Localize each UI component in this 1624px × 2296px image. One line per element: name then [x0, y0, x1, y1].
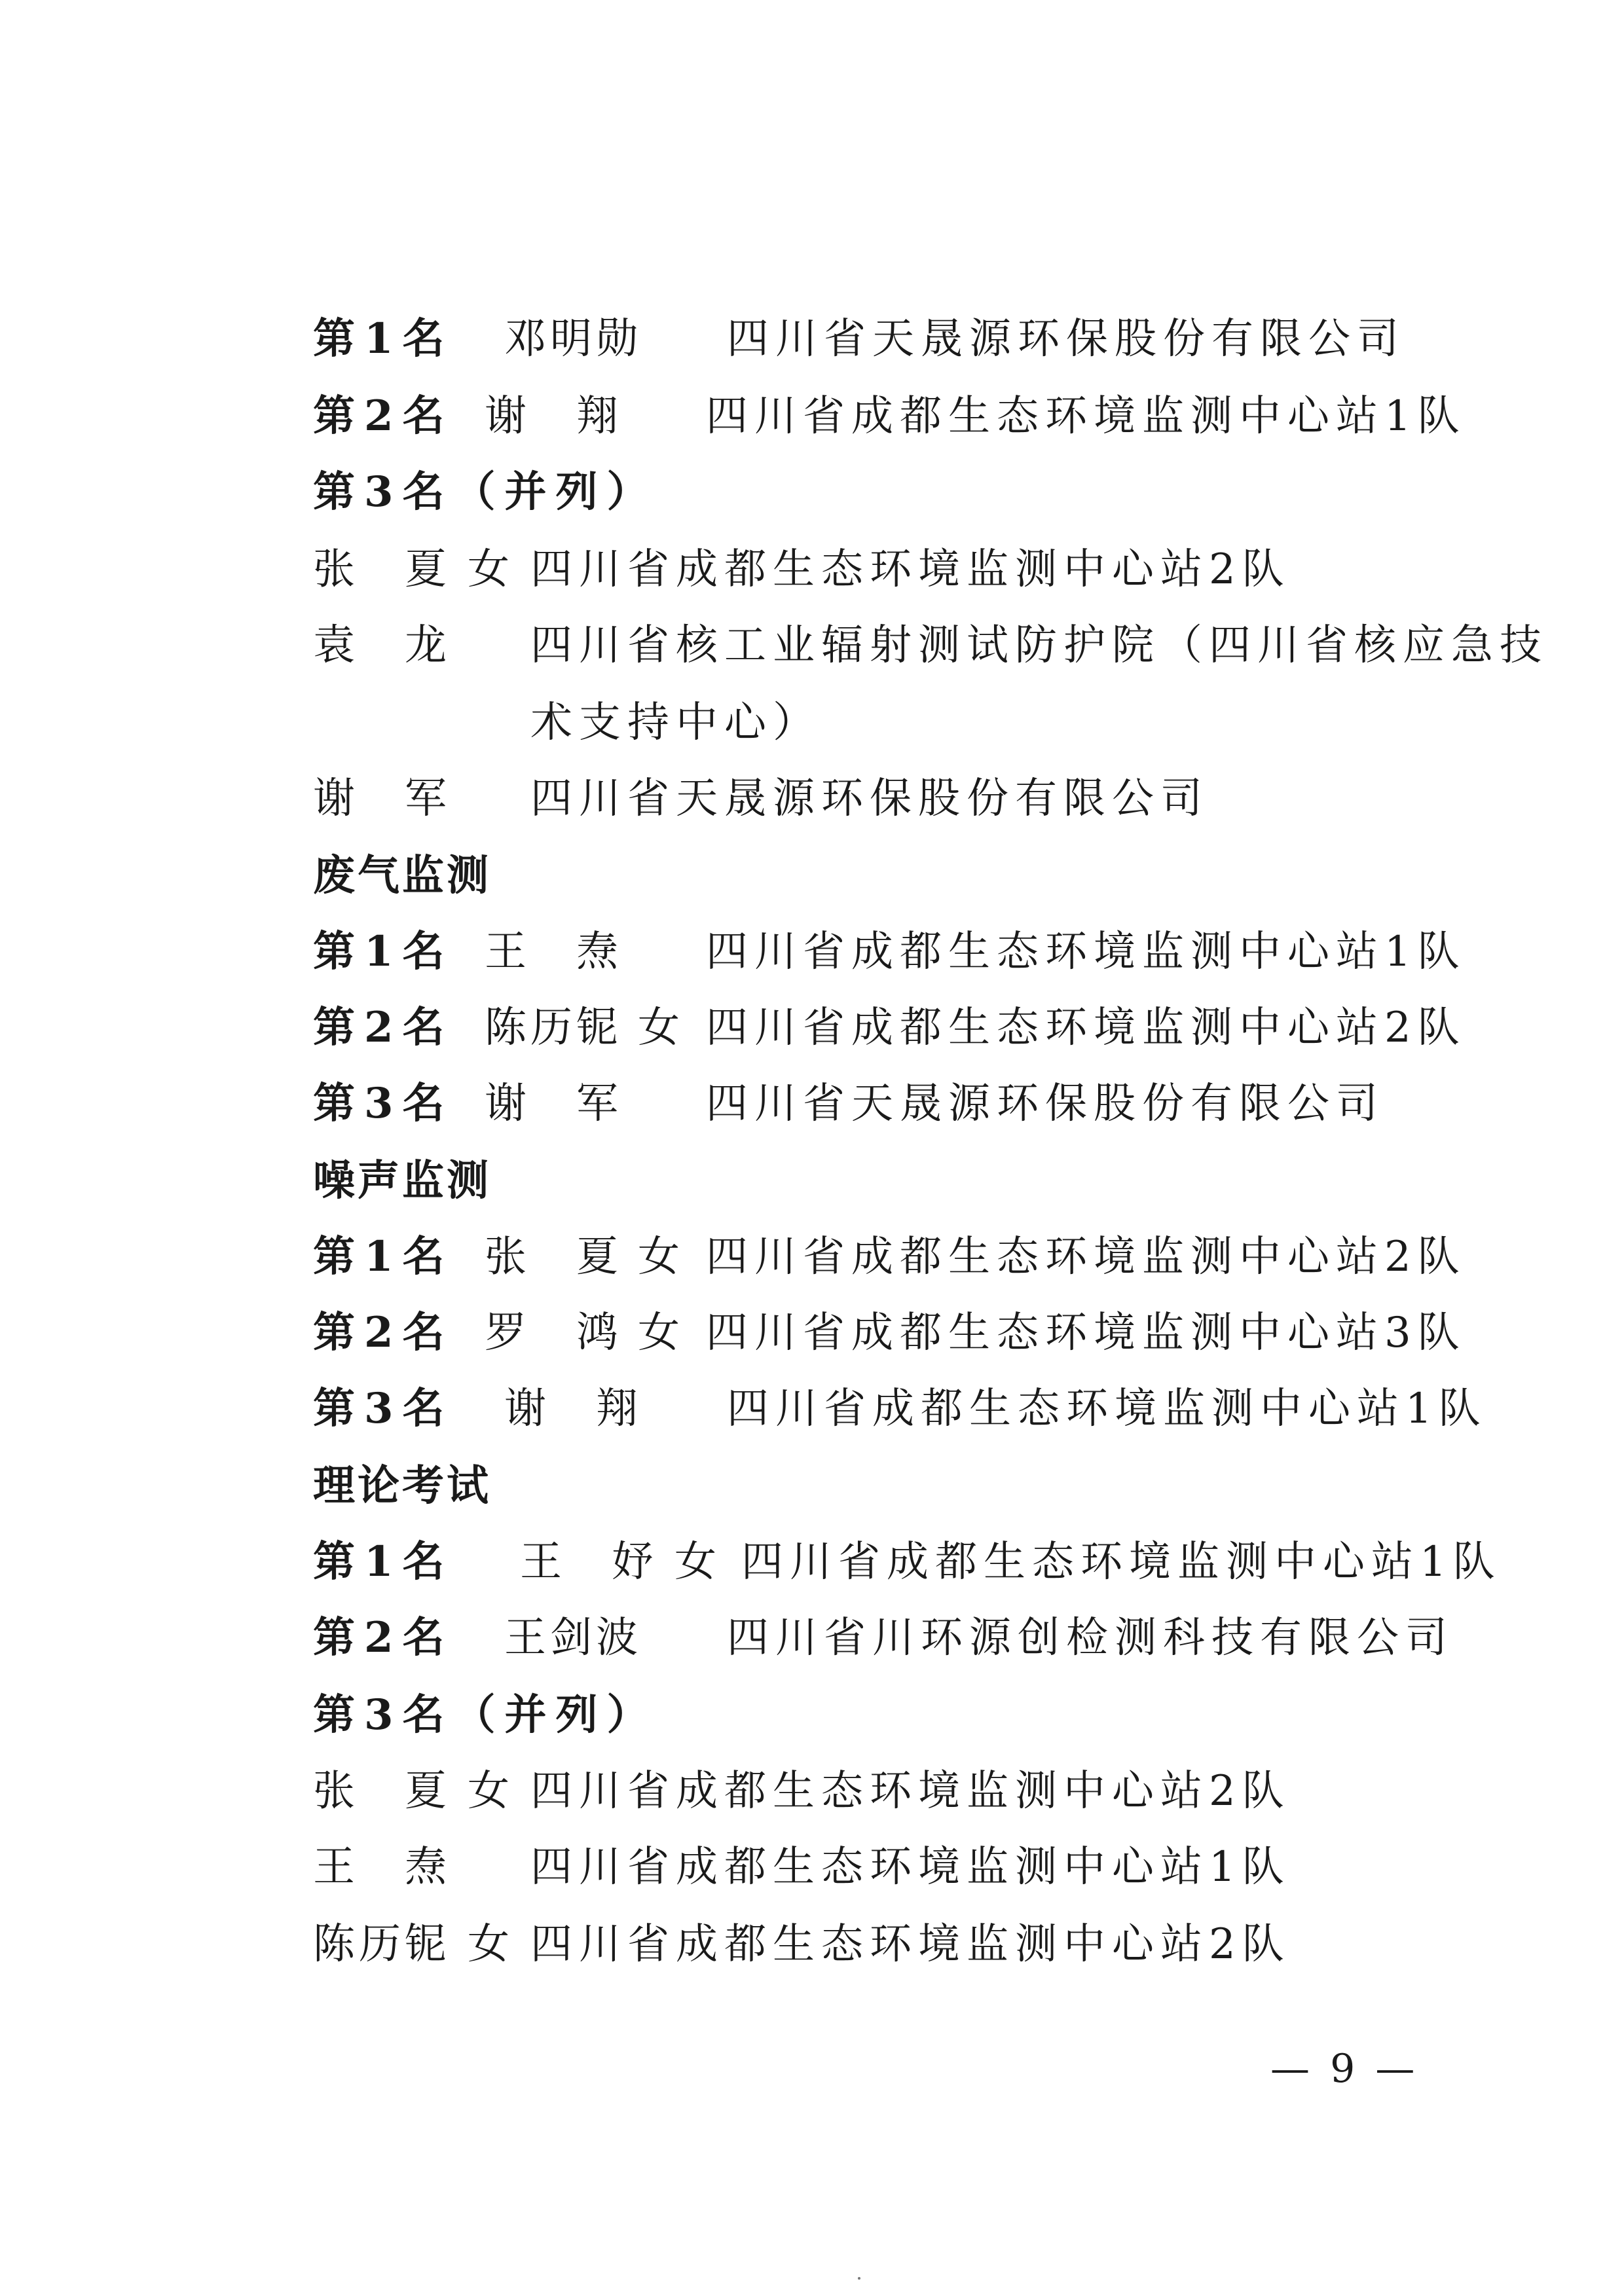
- winner-name: 谢 翔: [504, 1385, 642, 1433]
- winner-org: 四川省成都生态环境监测中心站1队: [530, 1843, 1291, 1891]
- award-row: [313, 1612, 1531, 1664]
- section-title-text: 噪声监测: [313, 1156, 491, 1205]
- winner-org: 四川省成都生态环境监测中心站1队: [741, 1538, 1502, 1586]
- winner-org: 四川省川环源创检测科技有限公司: [727, 1614, 1454, 1662]
- tie-row: [313, 1841, 1531, 1893]
- winner-gender: 女: [638, 1233, 680, 1281]
- winner-org: 四川省核工业辐射测试防护院（四川省核应急技: [530, 621, 1548, 670]
- winner-gender: 女: [468, 545, 509, 594]
- award-row: [313, 313, 1531, 365]
- section-title-text: 理论考试: [313, 1461, 491, 1510]
- award-row: [313, 926, 1531, 978]
- rank-label: 第2名: [313, 392, 454, 441]
- tie-row: [313, 773, 1531, 825]
- winner-gender: 女: [638, 1309, 680, 1357]
- award-row: [313, 1383, 1531, 1435]
- winner-name: 陈历铌: [313, 1920, 451, 1969]
- section-title: [313, 1155, 1531, 1207]
- page-number: — 9 —: [1270, 2046, 1419, 2092]
- winner-name: 谢 军: [313, 774, 451, 823]
- winner-org: 四川省天晟源环保股份有限公司: [727, 315, 1405, 363]
- winner-org: 四川省成都生态环境监测中心站1队: [706, 928, 1466, 976]
- tie-row-continuation: [313, 697, 1531, 749]
- winner-org: 四川省成都生态环境监测中心站3队: [706, 1309, 1466, 1357]
- winner-name: 王 妤: [520, 1538, 657, 1586]
- award-row: [313, 390, 1531, 443]
- rank-label: 第3名（并列）: [313, 1690, 658, 1740]
- winner-name: 王剑波: [504, 1614, 642, 1662]
- winner-name: 陈历铌: [485, 1004, 622, 1052]
- winner-name: 袁 龙: [313, 621, 451, 670]
- tie-row: [313, 543, 1531, 596]
- rank-label: 第1名: [313, 927, 454, 976]
- rank-label: 第3名: [313, 1079, 454, 1128]
- section-title-text: 废气监测: [313, 851, 491, 900]
- rank-label: 第2名: [313, 1003, 454, 1052]
- winner-name: 谢 军: [485, 1080, 622, 1128]
- winner-name: 谢 翔: [485, 392, 622, 441]
- winner-org: 四川省成都生态环境监测中心站2队: [530, 1767, 1291, 1815]
- rank-label: 第1名: [313, 314, 454, 363]
- winner-org: 四川省天晟源环保股份有限公司: [530, 774, 1209, 823]
- winner-org: 四川省成都生态环境监测中心站2队: [530, 545, 1291, 594]
- winner-name: 张 夏: [485, 1233, 622, 1281]
- section-title: [313, 1460, 1531, 1512]
- award-row: [313, 1307, 1531, 1359]
- winner-gender: 女: [468, 1920, 509, 1969]
- rank-label: 第2名: [313, 1308, 454, 1357]
- winner-name: 罗 鸿: [485, 1309, 622, 1357]
- winner-org: 四川省成都生态环境监测中心站1队: [706, 392, 1466, 441]
- winner-gender: 女: [468, 1767, 509, 1815]
- rank-label: 第3名（并列）: [313, 467, 658, 517]
- winner-gender: 女: [638, 1004, 680, 1052]
- tie-row: [313, 619, 1548, 672]
- winner-org-continuation: 术支持中心）: [530, 699, 821, 747]
- section-title: [313, 850, 1531, 902]
- scan-artifact-dot: [858, 2277, 860, 2280]
- rank-label: 第3名: [313, 1384, 454, 1433]
- rank-label: 第2名: [313, 1613, 454, 1662]
- winner-name: 张 夏: [313, 545, 451, 594]
- winner-org: 四川省成都生态环境监测中心站2队: [530, 1920, 1291, 1969]
- rank-label: 第1名: [313, 1537, 454, 1586]
- award-row: [313, 1231, 1531, 1283]
- tie-heading: [313, 466, 1531, 519]
- winner-gender: 女: [674, 1538, 716, 1586]
- winner-org: 四川省成都生态环境监测中心站2队: [706, 1004, 1466, 1052]
- winner-name: 张 夏: [313, 1767, 451, 1815]
- winner-org: 四川省成都生态环境监测中心站2队: [706, 1233, 1466, 1281]
- tie-heading: [313, 1689, 1531, 1741]
- winner-org: 四川省天晟源环保股份有限公司: [706, 1080, 1384, 1128]
- award-row: [313, 1078, 1531, 1130]
- tie-row: [313, 1918, 1531, 1971]
- rank-label: 第1名: [313, 1232, 454, 1281]
- winner-name: 王 焘: [313, 1843, 451, 1891]
- tie-row: [313, 1765, 1531, 1817]
- winner-name: 邓明勋: [504, 315, 642, 363]
- award-row: [313, 1002, 1531, 1054]
- award-row: [313, 1536, 1531, 1588]
- winner-name: 王 焘: [485, 928, 622, 976]
- winner-org: 四川省成都生态环境监测中心站1队: [727, 1385, 1487, 1433]
